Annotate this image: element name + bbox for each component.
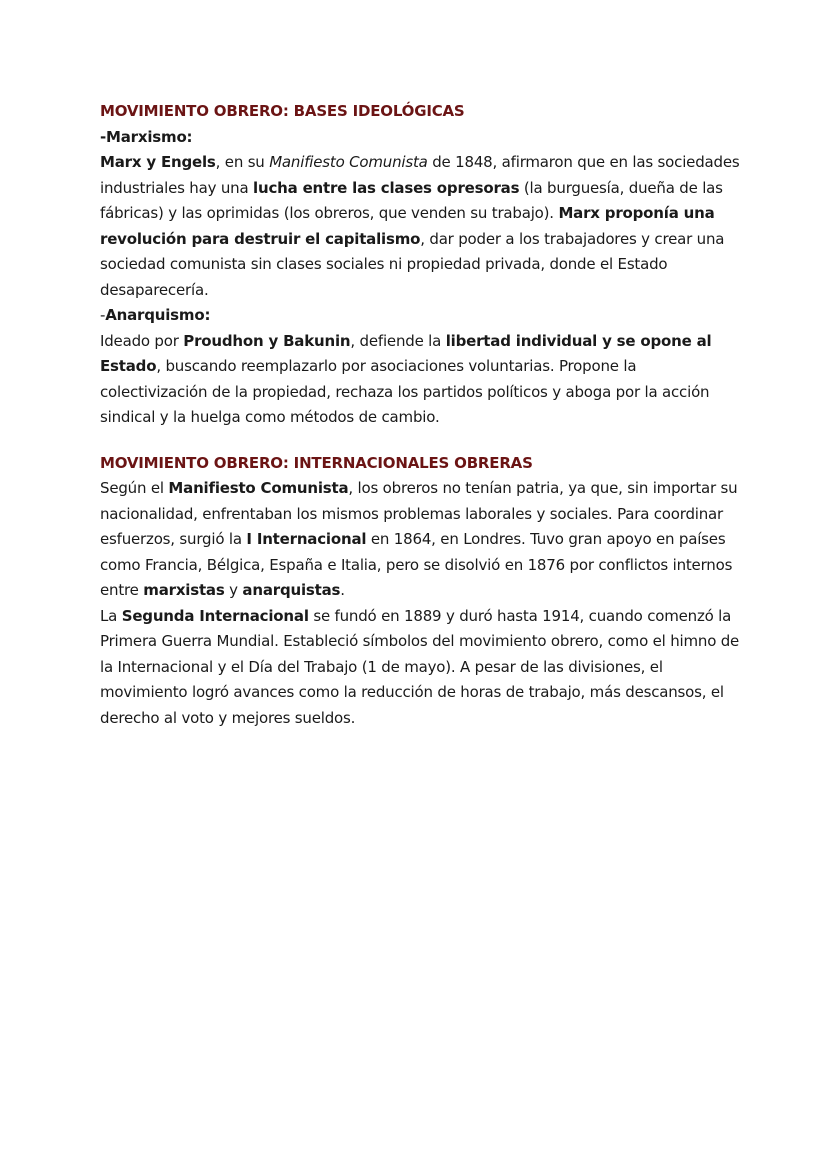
paragraph-segunda-internacional: La Segunda Internacional se fundó en 1889 y duró hasta 1914, cuando comenzó la Primera Guerra Mundial. Estableció símbolos del movimiento obrero, como el himno de la Internacional y el Día del Trabajo (1 de mayo). A pesar de las divisiones, el movimiento logró avances como la reducción de horas de trabajo, más descansos, el derecho al voto y mejores sueldos.	[100, 606, 740, 727]
document-page	[100, 99, 740, 731]
section-heading-bases: MOVIMIENTO OBRERO: BASES IDEOLÓGICAS	[100, 102, 465, 120]
subheading-marxismo: -Marxismo:	[100, 127, 193, 146]
section-heading-internacionales: MOVIMIENTO OBRERO: INTERNACIONALES OBRERAS	[100, 453, 533, 472]
paragraph-anarquismo: Ideado por Proudhon y Bakunin, defiende la libertad individual y se opone al Estado, buscando reemplazarlo por asociaciones voluntarias. Propone la colectivización de la propiedad, rechaza los partidos políticos y aboga por la acción sindical y la huelga como métodos de cambio.	[100, 331, 712, 426]
paragraph-marxismo: Marx y Engels, en su Manifiesto Comunista de 1848, afirmaron que en las sociedades industriales hay una lucha entre las clases opresoras (la burguesía, dueña de las fábricas) y las oprimidas (los obreros, que venden su trabajo). Marx proponía una revolución para destruir el capitalismo, dar poder a los trabajadores y crear una sociedad comunista sin clases sociales ni propiedad privada, donde el Estado desaparecería.	[100, 153, 740, 299]
paragraph-primera-internacional: Según el Manifiesto Comunista, los obreros no tenían patria, ya que, sin importar su nacionalidad, enfrentaban los mismos problemas laborales y sociales. Para coordinar esfuerzos, surgió la I Internacional en 1864, en Londres. Tuvo gran apoyo en países como Francia, Bélgica, España e Italia, pero se disolvió en 1876 por conflictos internos entre marxistas y anarquistas.	[100, 479, 738, 599]
subheading-anarquismo: -Anarquismo:	[100, 306, 211, 324]
